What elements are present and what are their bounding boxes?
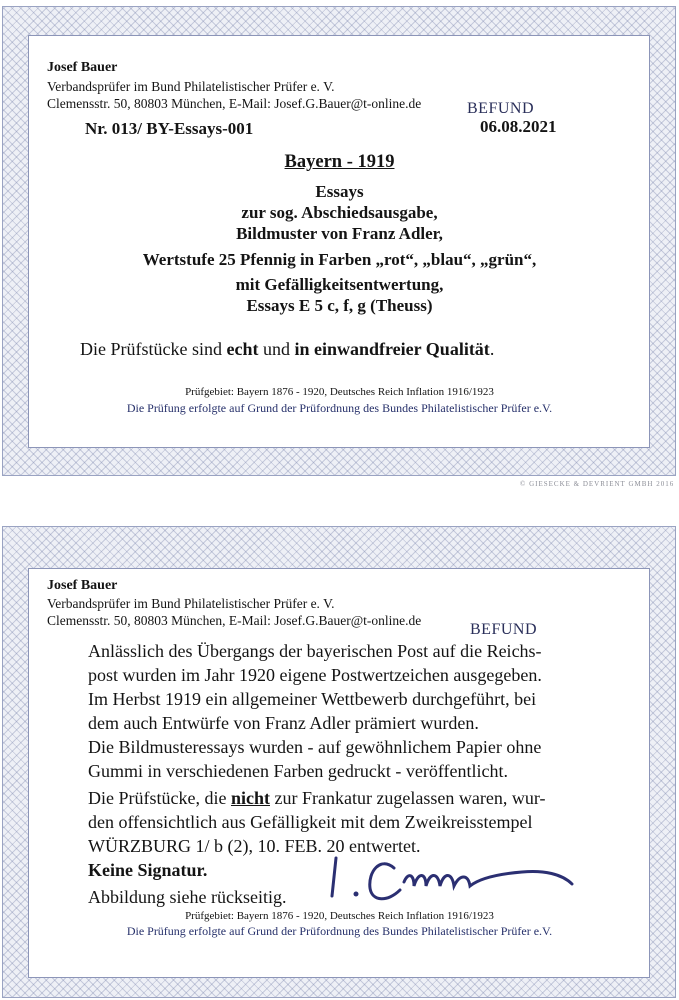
paragraph-line: Anlässlich des Übergangs der bayerischen Post auf die Reichs- bbox=[88, 641, 542, 661]
paragraph-line: Die Bildmusteressays wurden - auf gewöhnlichem Papier ohne bbox=[88, 737, 542, 757]
paragraph-line: Gummi in verschiedenen Farben gedruckt - veröffentlicht. bbox=[88, 761, 509, 781]
paragraph-line: dem auch Entwürfe von Franz Adler prämiert wurden. bbox=[88, 713, 479, 733]
image-note: Abbildung siehe rückseitig. bbox=[88, 887, 287, 907]
certificate-title bbox=[0, 152, 679, 173]
sender-name: Josef Bauer bbox=[47, 60, 118, 75]
paragraph-line bbox=[88, 786, 546, 810]
verdict-text bbox=[80, 339, 494, 360]
examination-basis: Die Prüfung erfolgte auf Grund der Prüfordnung des Bundes Philatelistischer Prüfer e.V. bbox=[126, 401, 553, 415]
verdict-mid: und bbox=[258, 339, 295, 359]
paragraph-line: Im Herbst 1919 ein allgemeiner Wettbewerb durchgeführt, bei bbox=[88, 689, 537, 709]
certificate-number: Nr. 013/ BY-Essays-001 bbox=[85, 119, 254, 138]
signature-note: Keine Signatur. bbox=[88, 860, 208, 880]
examination-area: Prüfgebiet: Bayern 1876 - 1920, Deutsches Reich Inflation 1916/1923 bbox=[185, 386, 494, 398]
paragraph-line: post wurden im Jahr 1920 eigene Postwertzeichen ausgegeben. bbox=[88, 665, 542, 685]
sender-name: Josef Bauer bbox=[47, 578, 118, 593]
verdict-post: . bbox=[489, 339, 495, 359]
title-text: Bayern - 1919 bbox=[284, 152, 395, 172]
handwritten-signature bbox=[322, 838, 592, 908]
para-post: zur Frankatur zugelassen waren, wur- bbox=[269, 788, 546, 808]
befund-stamp: BEFUND bbox=[467, 100, 535, 117]
verdict-pre: Die Prüfstücke sind bbox=[80, 339, 227, 359]
certificate-card-back bbox=[0, 520, 679, 998]
certificate-card-front bbox=[0, 0, 679, 480]
description-line: Essays E 5 c, f, g (Theuss) bbox=[246, 296, 433, 315]
description-line: mit Gefälligkeitsentwertung, bbox=[235, 275, 444, 294]
paragraph-line: WÜRZBURG 1/ b (2), 10. FEB. 20 entwertet. bbox=[88, 836, 421, 856]
printer-copyright: © GIESECKE & DEVRIENT GMBH 2016 bbox=[520, 480, 675, 488]
description-line: Essays bbox=[315, 182, 364, 201]
sender-affiliation: Verbandsprüfer im Bund Philatelistischer Prüfer e. V. bbox=[47, 79, 335, 94]
paragraph-line: den offensichtlich aus Gefälligkeit mit dem Zweikreisstempel bbox=[88, 812, 533, 832]
verdict-quality: in einwandfreier Qualität bbox=[294, 339, 490, 359]
befund-stamp: BEFUND bbox=[470, 621, 538, 638]
examination-area: Prüfgebiet: Bayern 1876 - 1920, Deutsches Reich Inflation 1916/1923 bbox=[185, 910, 494, 922]
verdict-genuine: echt bbox=[226, 339, 259, 359]
emphasis-not: nicht bbox=[230, 788, 270, 808]
sender-affiliation: Verbandsprüfer im Bund Philatelistischer Prüfer e. V. bbox=[47, 596, 335, 611]
sender-address: Clemensstr. 50, 80803 München, E-Mail: Josef.G.Bauer@t-online.de bbox=[47, 613, 422, 628]
history-paragraph bbox=[88, 639, 542, 783]
certificate-date: 06.08.2021 bbox=[480, 117, 557, 136]
description-line: Bildmuster von Franz Adler, bbox=[236, 224, 443, 243]
description-line: zur sog. Abschiedsausgabe, bbox=[241, 203, 438, 222]
description-line: Wertstufe 25 Pfennig in Farben „rot“, „blau“, „grün“, bbox=[142, 250, 537, 269]
para-pre: Die Prüfstücke, die bbox=[88, 788, 231, 808]
examination-basis: Die Prüfung erfolgte auf Grund der Prüfordnung des Bundes Philatelistischer Prüfer e.V. bbox=[126, 924, 553, 938]
sender-address: Clemensstr. 50, 80803 München, E-Mail: Josef.G.Bauer@t-online.de bbox=[47, 96, 422, 111]
